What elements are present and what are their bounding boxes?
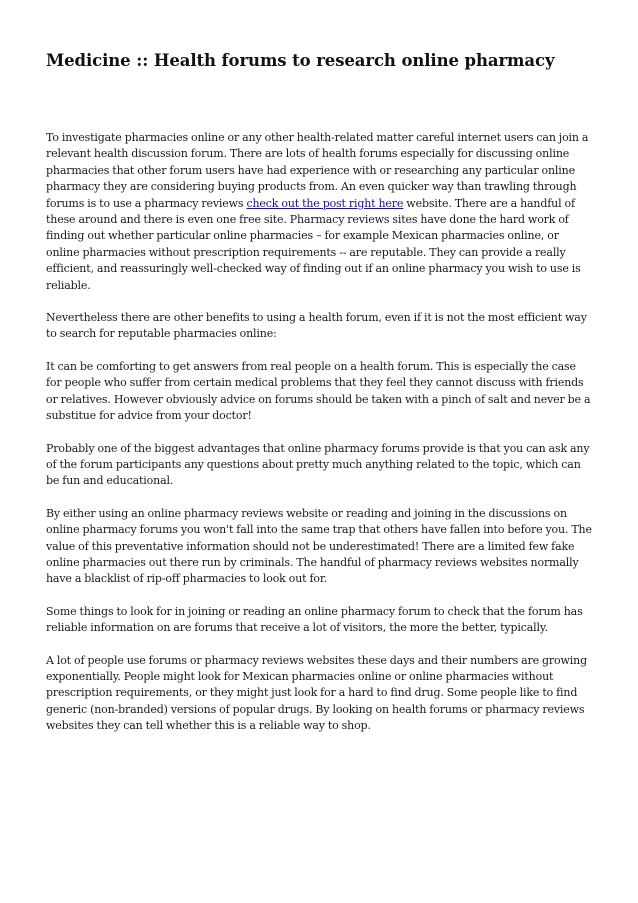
paragraph-6: Some things to look for in joining or reading an online pharmacy forum to check that the forum has reliable information on are forums that receive a lot of visitors, the more the better, typically.	[46, 604, 583, 635]
paragraph-4: Probably one of the biggest advantages that online pharmacy forums provide is that you can ask any of the forum participants any questions about pretty much anything related to the topic, which can be fun and educational.	[46, 441, 590, 488]
paragraph-5: By either using an online pharmacy reviews website or reading and joining in the discussions on online pharmacy forums you won't fall into the same trap that others have fallen into before you. The value of this preventative information should not be underestimated! There are a limited few fake online pharmacies out there run by criminals. The handful of pharmacy reviews websites normally have a blacklist of rip-off pharmacies to look out for.	[46, 506, 592, 586]
reviews-link[interactable]: check out the post right here	[246, 196, 404, 210]
paragraph-7: A lot of people use forums or pharmacy reviews websites these days and their numbers are growing exponentially. People might look for Mexican pharmacies online or online pharmacies without prescription requirements, or they might just look for a hard to find drug. Some people like to find generic (non-branded) versions of popular drugs. By looking on health forums or pharmacy reviews websites they can tell whether this is a reliable way to shop.	[46, 653, 587, 733]
article-body	[46, 130, 594, 735]
paragraph-2: Nevertheless there are other benefits to using a health forum, even if it is not the most efficient way to search for reputable pharmacies online:	[46, 311, 587, 341]
paragraph-1-text-after-link: website. There are a handful of these around and there is even one free site. Pharmacy reviews sites have done the hard work of finding out whether particular online pharmacies – for example Mexican pharmacies online, or online pharmacies without prescription requirements -- are reputable. They can provide a really efficient, and reassuringly well-checked way of finding out if an online pharmacy you wish to use is reliable.	[46, 196, 581, 292]
document-page	[46, 50, 594, 751]
paragraph-1	[46, 130, 594, 294]
paragraph-3: It can be comforting to get answers from real people on a health forum. This is especially the case for people who suffer from certain medical problems that they feel they cannot discuss with friends or relatives. However obviously advice on forums should be taken with a pinch of salt and never be a substitue for advice from your doctor!	[46, 359, 591, 423]
page-title: Medicine :: Health forums to research online pharmacy	[46, 51, 555, 70]
paragraph-1-text-before-link: To investigate pharmacies online or any other health-related matter careful internet users can join a relevant health discussion forum. There are lots of health forums especially for discussing online pharmacies that other forum users have had experience with or researching any particular online pharmacy they are considering buying products from. An even quicker way than trawling through forums is to use a pharmacy reviews	[46, 131, 589, 210]
